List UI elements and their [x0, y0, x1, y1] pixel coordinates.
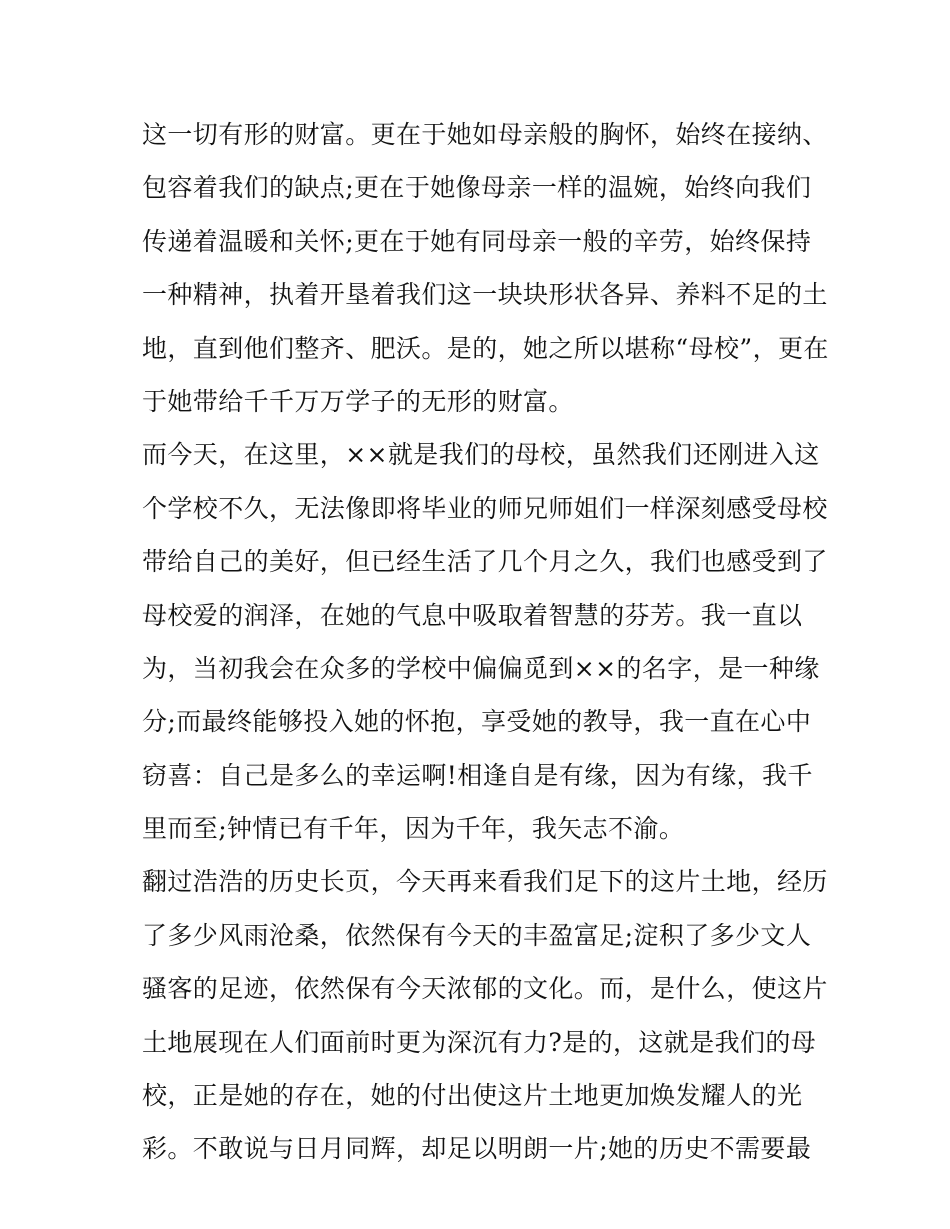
- text-line: 彩。不敢说与日月同辉，却足以明朗一片;她的历史不需要最: [142, 1134, 812, 1164]
- text-line: 里而至;钟情已有千年，因为千年，我矢志不渝。: [142, 814, 685, 844]
- text-line: 骚客的足迹，依然保有今天浓郁的文化。而，是什么，使这片: [142, 974, 828, 1004]
- text-line: 母校爱的润泽，在她的气息中吸取着智慧的芬芳。我一直以: [142, 600, 803, 630]
- text-line: 一种精神，执着开垦着我们这一块块形状各异、养料不足的土: [142, 280, 828, 310]
- text-line: 于她带给千千万万学子的无形的财富。: [142, 386, 574, 416]
- text-line: 为，当初我会在众多的学校中偏偏觅到××的名字，是一种缘: [142, 653, 820, 683]
- text-line: 翻过浩浩的历史长页，今天再来看我们足下的这片土地，经历: [142, 867, 828, 897]
- text-line: 带给自己的美好，但已经生活了几个月之久，我们也感受到了: [142, 547, 828, 577]
- text-line: 包容着我们的缺点;更在于她像母亲一样的温婉，始终向我们: [142, 173, 812, 203]
- text-line: 传递着温暖和关怀;更在于她有同母亲一般的辛劳，始终保持: [142, 226, 812, 256]
- text-line: 土地展现在人们面前时更为深沉有力?是的，这就是我们的母: [142, 1027, 817, 1057]
- text-line: 这一切有形的财富。更在于她如母亲般的胸怀，始终在接纳、: [142, 120, 828, 149]
- body-text: [142, 108, 829, 1176]
- text-line: 了多少风雨沧桑，依然保有今天的丰盈富足;淀积了多少文人: [142, 920, 812, 950]
- text-line: 个学校不久，无法像即将毕业的师兄师姐们一样深刻感受母校: [142, 493, 828, 523]
- text-line: 窃喜：自己是多么的幸运啊!相逢自是有缘，因为有缘，我千: [142, 760, 813, 790]
- text-line: 地，直到他们整齐、肥沃。是的，她之所以堪称“母校”，更在: [142, 333, 829, 363]
- text-line: 校，正是她的存在，她的付出使这片土地更加焕发耀人的光: [142, 1081, 803, 1111]
- text-line: 而今天，在这里，××就是我们的母校，虽然我们还刚进入这: [142, 440, 820, 470]
- text-line: 分;而最终能够投入她的怀抱，享受她的教导，我一直在心中: [142, 707, 812, 737]
